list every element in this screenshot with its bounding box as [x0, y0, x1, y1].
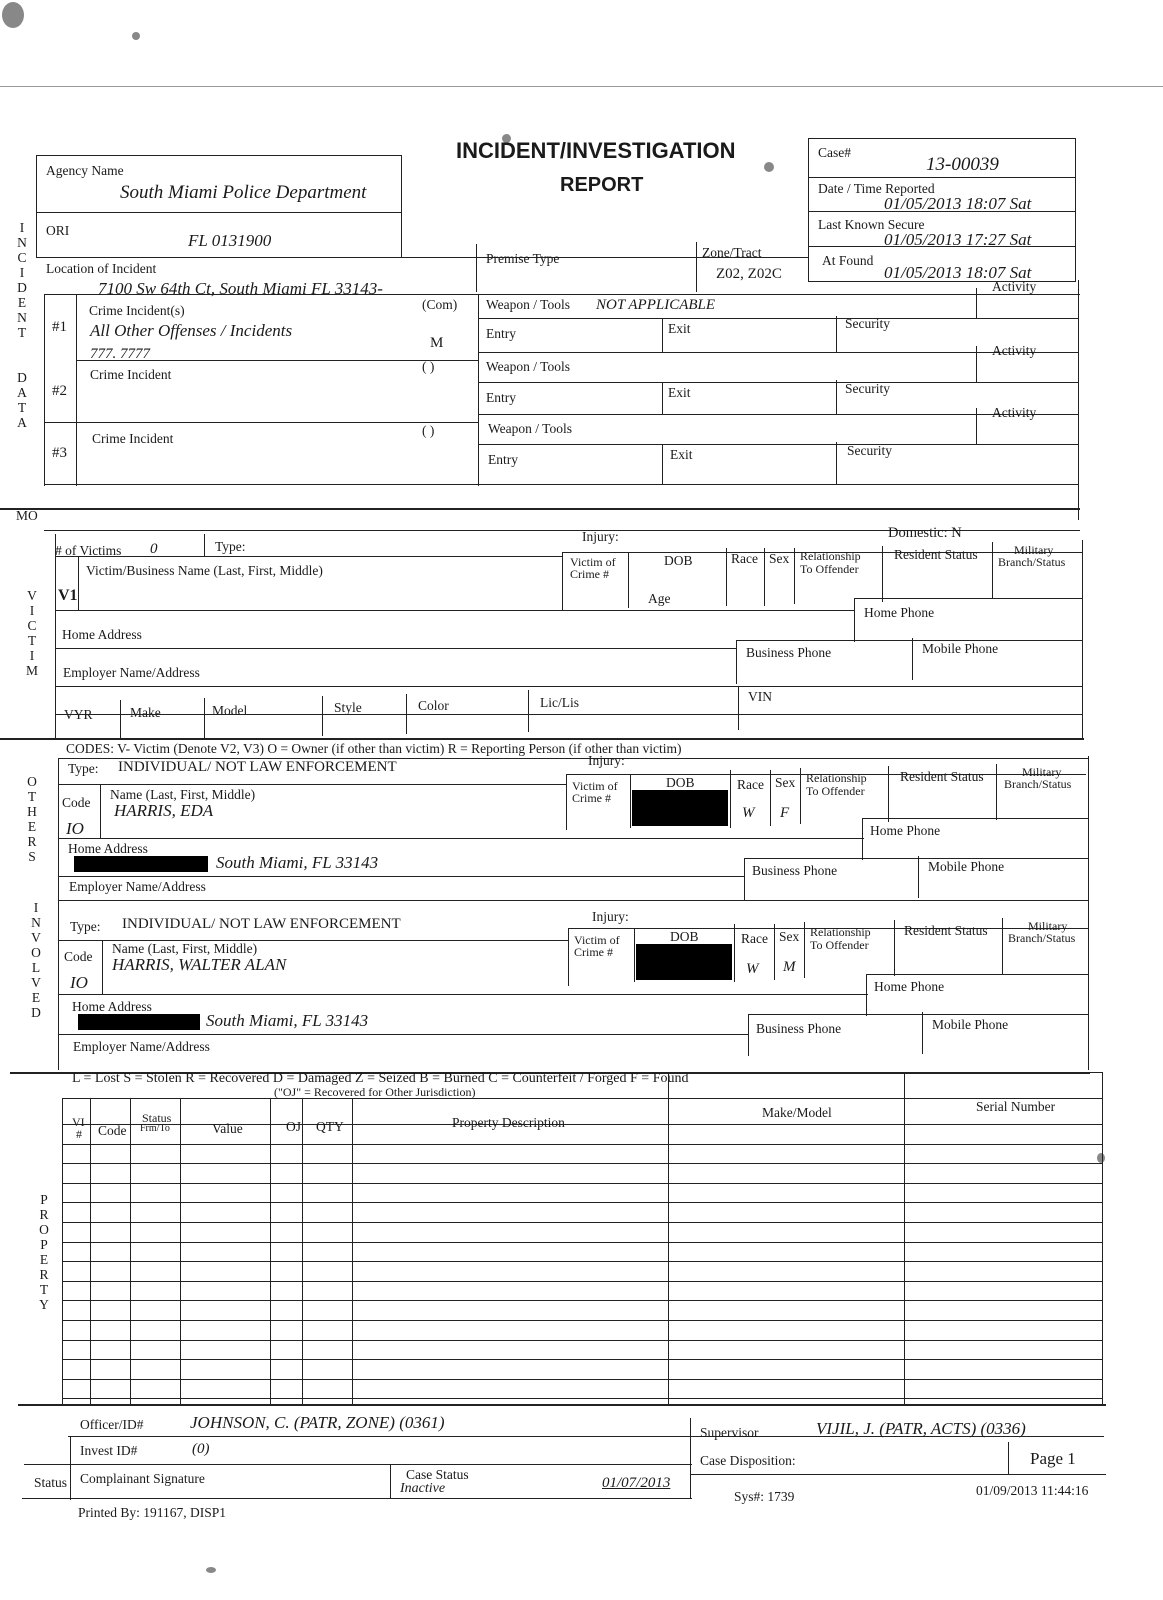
other-1-dob-redaction [632, 790, 728, 826]
other-1-type-label: Type: [68, 761, 99, 776]
crime-3-activity: Activity [992, 405, 1037, 420]
other-1-name-value: HARRIS, EDA [114, 801, 214, 820]
col-rule [854, 598, 855, 642]
property-column-rule [1102, 1072, 1103, 1404]
col-rule [76, 294, 77, 486]
victim-to-offender: To Offender [800, 562, 859, 576]
col-rule [1082, 540, 1083, 738]
row-rule [478, 352, 1078, 353]
row-rule [36, 257, 808, 258]
col-rule [748, 1014, 749, 1056]
col-rule [630, 774, 631, 828]
other-1-dob: DOB [666, 775, 695, 790]
other-2-race: Race [741, 931, 768, 946]
row-rule [58, 838, 864, 839]
row-rule [24, 1464, 692, 1465]
property-row-rule [62, 1300, 1102, 1301]
property-row-rule [62, 1379, 1102, 1380]
property-header-code: Code [98, 1123, 127, 1138]
other-1-address-value: South Miami, FL 33143 [216, 853, 379, 872]
col-rule [476, 244, 477, 292]
row-rule [58, 784, 566, 785]
victim-crime-num: Crime # [570, 567, 609, 581]
victim-vyr: VYR [64, 707, 93, 722]
property-column-rule [668, 1072, 669, 1404]
col-rule [744, 858, 745, 900]
crime-2-security: Security [845, 381, 890, 396]
other-1-branch: Branch/Status [1004, 777, 1072, 791]
crime-3-num: #3 [52, 445, 67, 461]
row-rule [55, 686, 1082, 687]
side-label-property: P R O P E R T Y [39, 1192, 49, 1312]
victim-count-label: # of Victims [55, 543, 122, 558]
other-1-to-offender: To Offender [806, 784, 865, 798]
crime-1-num: #1 [52, 319, 67, 335]
crime-2-activity: Activity [992, 343, 1037, 358]
col-rule [774, 924, 775, 980]
report-subtitle: REPORT [560, 174, 644, 196]
other-1-victim-of: Victim of [572, 779, 618, 793]
property-column-rule [904, 1072, 905, 1404]
victim-resident: Resident Status [894, 547, 978, 562]
col-rule [888, 766, 889, 822]
col-rule [662, 444, 663, 484]
crime-1-value: All Other Offenses / Incidents [90, 321, 293, 340]
property-row-rule [62, 1320, 1102, 1321]
other-2-race-value: W [746, 961, 759, 977]
property-header-vi: VI [72, 1115, 85, 1129]
property-row-rule [62, 1261, 1102, 1262]
other-1-business-phone: Business Phone [752, 863, 838, 878]
printed-by: Printed By: 191167, DISP1 [78, 1505, 227, 1520]
row-rule [478, 382, 1078, 383]
other-2-address-redaction [78, 1014, 200, 1030]
crime-1-com: (Com) [422, 297, 458, 312]
crime-1-activity: Activity [992, 279, 1037, 294]
col-rule [696, 242, 697, 292]
other-2-crime-num: Crime # [574, 945, 613, 959]
scan-speck [206, 1567, 216, 1573]
page-number: Page 1 [1030, 1449, 1076, 1468]
reported-value: 01/05/2013 18:07 Sat [884, 194, 1032, 213]
col-rule [1002, 918, 1003, 974]
col-rule [390, 1464, 391, 1498]
col-rule [78, 556, 79, 610]
agency-label: Agency Name [46, 163, 124, 178]
mo-rule [0, 508, 1080, 510]
victim-injury-label: Injury: [582, 529, 619, 544]
crime-3-com: ( ) [422, 423, 435, 438]
victim-make: Make [130, 705, 161, 720]
crime-1-code: 777. 7777 [90, 346, 150, 362]
crime-2-weapon-label: Weapon / Tools [486, 359, 570, 374]
scan-speck [764, 162, 774, 172]
victim-type-label: Type: [215, 539, 246, 554]
crime-3-security: Security [847, 443, 892, 458]
other-2-relationship: Relationship [810, 925, 871, 939]
other-2-resident: Resident Status [904, 923, 988, 938]
zone-value: Z02, Z02C [716, 266, 782, 282]
property-header-value: Value [212, 1121, 243, 1136]
officer-label: Officer/ID# [80, 1417, 144, 1432]
property-header-oj: OJ [286, 1119, 302, 1134]
property-row-rule [62, 1144, 1102, 1145]
col-rule [662, 318, 663, 352]
victim-vin: VIN [748, 689, 772, 704]
col-rule [804, 922, 805, 978]
col-rule [634, 928, 635, 982]
row-rule [58, 994, 868, 995]
crime-2-num: #2 [52, 383, 67, 399]
row-rule [748, 1014, 1088, 1015]
side-label-involved: I N V O L V E D [31, 900, 41, 1020]
col-rule [992, 542, 993, 598]
crime-1-weapon-value: NOT APPLICABLE [596, 297, 716, 313]
col-rule [204, 698, 205, 738]
col-rule [566, 774, 567, 830]
section-rule [18, 1404, 1106, 1406]
row-rule [862, 818, 1088, 819]
victim-relationship: Relationship [800, 549, 861, 563]
row-rule [44, 294, 1080, 295]
other-1-military: Military [1022, 765, 1062, 779]
other-1-sex: Sex [775, 775, 796, 790]
row-rule [478, 414, 1078, 415]
col-rule [976, 408, 977, 444]
other-1-sex-value: F [780, 805, 790, 821]
col-rule [976, 288, 977, 318]
col-rule [734, 924, 735, 982]
victim-employer: Employer Name/Address [63, 665, 200, 680]
row-rule [44, 422, 478, 423]
case-value: 13-00039 [926, 154, 999, 175]
other-2-home-phone: Home Phone [874, 979, 945, 994]
row-rule [55, 556, 563, 557]
victim-style: Style [334, 700, 362, 715]
col-rule [102, 940, 103, 994]
victim-victim-of: Victim of [570, 555, 616, 569]
crime-2-label: Crime Incident [90, 367, 172, 382]
victim-age: Age [648, 591, 671, 606]
officer-value: JOHNSON, C. (PATR, ZONE) (0361) [190, 1413, 445, 1432]
side-label-victim: V I C T I M [25, 588, 38, 678]
report-title: INCIDENT/INVESTIGATION [456, 138, 736, 163]
other-1-code-value: IO [66, 819, 84, 838]
victim-branch: Branch/Status [998, 555, 1066, 569]
complainant-label: Complainant Signature [80, 1471, 205, 1486]
other-2-dob-redaction [636, 944, 732, 980]
row-rule [478, 318, 1078, 319]
other-2-sex: Sex [779, 929, 800, 944]
victim-dob: DOB [664, 553, 693, 568]
col-rule [44, 294, 45, 486]
other-1-address-redaction [74, 856, 208, 872]
other-2-dob: DOB [670, 929, 699, 944]
other-1-home-phone: Home Phone [870, 823, 941, 838]
other-1-name-label: Name (Last, First, Middle) [110, 787, 256, 802]
property-header-qty: QTY [316, 1119, 344, 1134]
other-1-race: Race [737, 777, 764, 792]
col-rule [1078, 280, 1079, 520]
col-rule [120, 700, 121, 738]
victim-name-label: Victim/Business Name (Last, First, Middle) [86, 563, 323, 578]
col-rule [836, 442, 837, 484]
col-rule [738, 686, 739, 730]
other-1-resident: Resident Status [900, 769, 984, 784]
other-2-business-phone: Business Phone [756, 1021, 842, 1036]
property-header-status-frm: Frm/To [140, 1123, 170, 1134]
col-rule [736, 640, 737, 684]
other-1-race-value: W [742, 805, 755, 821]
location-label: Location of Incident [46, 261, 157, 276]
other-2-sex-value: M [783, 959, 796, 975]
reported-label: Date / Time Reported [818, 181, 935, 196]
other-2-victim-of: Victim of [574, 933, 620, 947]
at-found-value: 01/05/2013 18:07 Sat [884, 263, 1032, 282]
section-rule [0, 738, 1084, 740]
col-rule [730, 770, 731, 828]
at-found-label: At Found [822, 253, 874, 268]
col-rule [996, 764, 997, 820]
victim-id: V1 [58, 587, 78, 604]
col-rule [70, 1436, 71, 1500]
side-label-data: D A T A [17, 370, 27, 430]
row-rule [690, 1474, 1106, 1475]
location-value: 7100 Sw 64th Ct, South Miami FL 33143- [98, 279, 383, 298]
row-rule [55, 610, 855, 611]
property-header-make: Make/Model [762, 1105, 832, 1120]
property-header-description: Property Description [452, 1115, 565, 1130]
case-status-date: 01/07/2013 [602, 1475, 671, 1491]
row-rule [736, 640, 1082, 641]
property-row-rule [62, 1163, 1102, 1164]
other-2-home-address: Home Address [72, 999, 152, 1014]
col-rule [866, 974, 867, 1016]
property-row-rule [62, 1398, 1102, 1399]
row-rule [22, 1498, 692, 1499]
row-rule [55, 648, 737, 649]
property-row-rule [62, 1202, 1102, 1203]
crime-2-exit: Exit [668, 385, 691, 400]
property-row-rule [62, 1359, 1102, 1360]
side-label-others: O T H E R S [27, 774, 37, 864]
victim-race: Race [731, 551, 758, 566]
other-2-type-value: INDIVIDUAL/ NOT LAW ENFORCEMENT [122, 916, 401, 932]
col-rule [922, 1012, 923, 1054]
victim-sex: Sex [769, 551, 790, 566]
col-rule [836, 380, 837, 414]
col-rule [800, 768, 801, 824]
other-2-code-value: IO [70, 973, 88, 992]
crime-3-label: Crime Incident [92, 431, 174, 446]
print-timestamp: 01/09/2013 11:44:16 [976, 1483, 1089, 1498]
col-rule [1088, 756, 1089, 1070]
col-rule [204, 534, 205, 556]
other-2-code-label: Code [64, 949, 93, 964]
property-row-rule [62, 1183, 1102, 1184]
victim-count-value: 0 [150, 541, 158, 557]
col-rule [568, 928, 569, 986]
invest-label: Invest ID# [80, 1443, 138, 1458]
victim-mobile-phone: Mobile Phone [922, 641, 999, 656]
agency-value: South Miami Police Department [120, 182, 367, 203]
other-2-name-value: HARRIS, WALTER ALAN [112, 955, 287, 974]
case-rule [808, 177, 1076, 178]
property-header-status: Status [142, 1111, 172, 1125]
crime-1-label: Crime Incident(s) [89, 303, 185, 318]
row-rule [58, 876, 744, 877]
premise-label: Premise Type [486, 251, 560, 266]
scan-speck [132, 32, 140, 40]
col-rule [770, 770, 771, 826]
other-2-military: Military [1028, 919, 1068, 933]
last-secure-label: Last Known Secure [818, 217, 925, 232]
crime-1-weapon-label: Weapon / Tools [486, 297, 570, 312]
col-rule [58, 758, 59, 1070]
ori-label: ORI [46, 223, 70, 238]
page-edge [0, 86, 1163, 87]
other-1-home-address: Home Address [68, 841, 148, 856]
col-rule [836, 316, 837, 352]
other-1-crime-num: Crime # [572, 791, 611, 805]
crime-2-com: ( ) [422, 359, 435, 374]
other-2-type-label: Type: [70, 919, 101, 934]
property-table [62, 1098, 1102, 1404]
victim-color: Color [418, 698, 449, 713]
case-status-value: Inactive [400, 1481, 446, 1496]
row-rule [854, 598, 1082, 599]
crime-1-flag: M [430, 335, 444, 351]
sys-number: Sys#: 1739 [734, 1489, 795, 1504]
side-label-incident: I N C I D E N T [17, 220, 27, 340]
ori-value: FL 0131900 [188, 231, 272, 250]
victim-military: Military [1014, 543, 1054, 557]
col-rule [976, 346, 977, 382]
col-rule [562, 552, 563, 610]
property-header-vi-num: # [76, 1127, 82, 1141]
case-label: Case# [818, 145, 851, 160]
last-secure-value: 01/05/2013 17:27 Sat [884, 230, 1032, 249]
row-rule [478, 444, 1078, 445]
victim-domestic: Domestic: N [888, 525, 962, 541]
col-rule [794, 548, 795, 604]
victim-home-address: Home Address [62, 627, 142, 642]
other-1-mobile-phone: Mobile Phone [928, 859, 1005, 874]
other-1-code-label: Code [62, 795, 91, 810]
col-rule [882, 546, 883, 602]
other-1-injury-label: Injury: [588, 753, 625, 768]
row-rule [55, 714, 1082, 715]
victim-lic: Lic/Lis [540, 695, 579, 710]
property-header-serial: Serial Number [976, 1099, 1056, 1114]
crime-1-entry: Entry [486, 326, 516, 341]
property-legend-oj: ("OJ" = Recovered for Other Jurisdiction) [274, 1085, 476, 1099]
invest-value: (0) [192, 1441, 210, 1457]
col-rule [862, 818, 863, 860]
property-row-rule [62, 1281, 1102, 1282]
col-rule [662, 382, 663, 414]
crime-1-security: Security [845, 316, 890, 331]
col-rule [918, 856, 919, 898]
other-2-mobile-phone: Mobile Phone [932, 1017, 1009, 1032]
property-row-rule [62, 1222, 1102, 1223]
crime-3-weapon-label: Weapon / Tools [488, 421, 572, 436]
codes-legend: CODES: V- Victim (Denote V2, V3) O = Owner (if other than victim) R = Reporting Person (if other than victim) [66, 741, 682, 756]
victim-model: Model [212, 703, 248, 718]
col-rule [690, 1418, 691, 1498]
property-row-rule [62, 1242, 1102, 1243]
other-2-employer: Employer Name/Address [73, 1039, 210, 1054]
other-2-to-offender: To Offender [810, 938, 869, 952]
col-rule [1008, 1442, 1009, 1474]
col-rule [912, 638, 913, 680]
col-rule [55, 534, 56, 740]
other-1-type-value: INDIVIDUAL/ NOT LAW ENFORCEMENT [118, 759, 397, 775]
other-1-relationship: Relationship [806, 771, 867, 785]
row-rule [866, 974, 1088, 975]
property-row-rule [62, 1340, 1102, 1341]
col-rule [764, 548, 765, 606]
row-rule [44, 484, 1078, 485]
other-2-address-value: South Miami, FL 33143 [206, 1011, 369, 1030]
col-rule [100, 784, 101, 838]
side-label-mo: MO [16, 508, 38, 523]
victim-business-phone: Business Phone [746, 645, 832, 660]
col-rule [478, 294, 479, 486]
col-rule [528, 690, 529, 732]
zone-label: Zone/Tract [702, 245, 762, 260]
crime-2-entry: Entry [486, 390, 516, 405]
crime-3-entry: Entry [488, 452, 518, 467]
other-1-employer: Employer Name/Address [69, 879, 206, 894]
row-rule [58, 1034, 748, 1035]
other-2-name-label: Name (Last, First, Middle) [112, 941, 258, 956]
supervisor-label: Supervisor [700, 1425, 759, 1440]
supervisor-value: VIJIL, J. (PATR, ACTS) (0336) [816, 1419, 1026, 1438]
case-status-label: Case Status [406, 1467, 469, 1482]
status-side-label: Status [34, 1475, 68, 1490]
property-header-rule [668, 1072, 1102, 1073]
col-rule [322, 696, 323, 736]
col-rule [628, 552, 629, 608]
crime-1-exit: Exit [668, 321, 691, 336]
col-rule [894, 920, 895, 976]
victim-home-phone: Home Phone [864, 605, 935, 620]
other-2-branch: Branch/Status [1008, 931, 1076, 945]
crime-3-exit: Exit [670, 447, 693, 462]
col-rule [726, 548, 727, 606]
row-rule [744, 858, 1088, 859]
row-rule [58, 900, 1088, 901]
property-legend: L = Lost S = Stolen R = Recovered D = Damaged Z = Seized B = Burned C = Counterfeit / Forged F = Found [72, 1071, 689, 1086]
scan-speck [2, 2, 24, 28]
disposition-label: Case Disposition: [700, 1453, 796, 1468]
other-2-injury-label: Injury: [592, 909, 629, 924]
